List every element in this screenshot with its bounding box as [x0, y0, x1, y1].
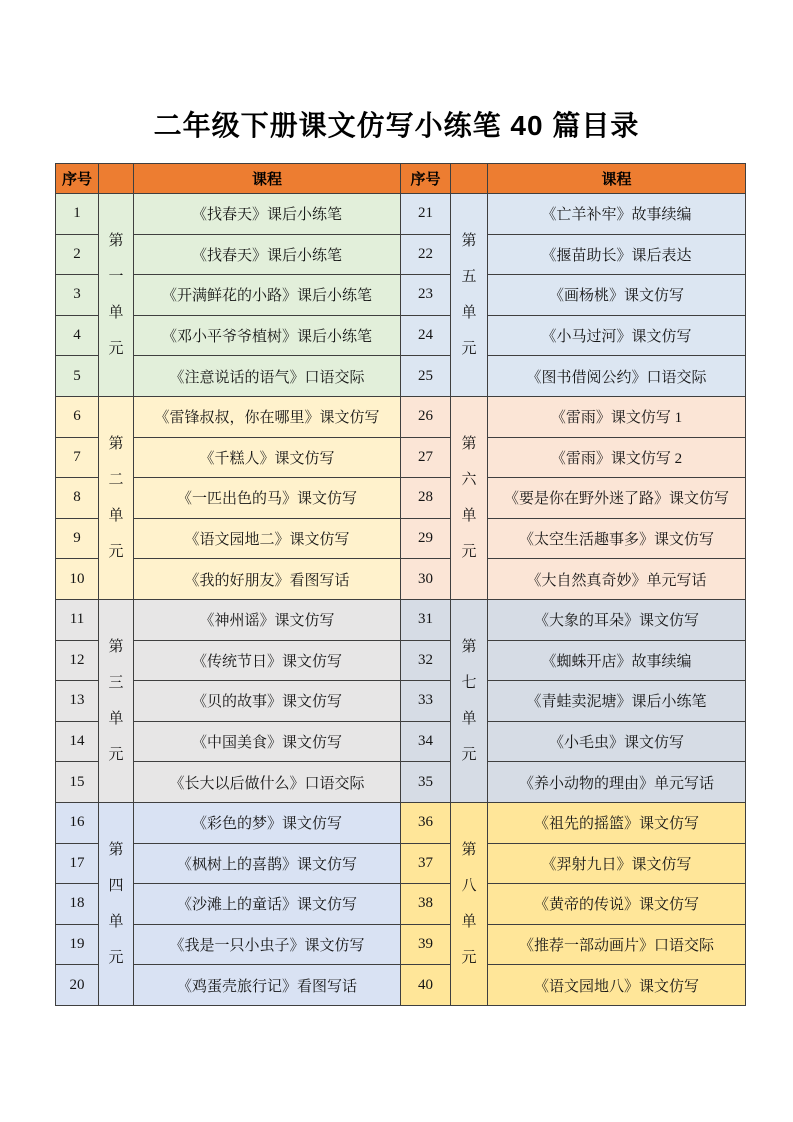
table-row	[56, 396, 746, 437]
course-cell: 《彩色的梦》课文仿写	[134, 802, 401, 843]
unit-cell	[99, 599, 134, 802]
index-cell: 21	[401, 194, 451, 235]
index-cell: 24	[401, 315, 451, 356]
course-cell: 《找春天》课后小练笔	[134, 194, 401, 235]
course-cell: 《开满鲜花的小路》课后小练笔	[134, 275, 401, 316]
index-cell: 25	[401, 356, 451, 397]
toc-table	[55, 163, 746, 1006]
table-row	[56, 315, 746, 356]
course-cell: 《传统节日》课文仿写	[134, 640, 401, 681]
index-cell: 39	[401, 924, 451, 965]
table-row	[56, 275, 746, 316]
course-cell: 《沙滩上的童话》课文仿写	[134, 884, 401, 925]
table-row	[56, 965, 746, 1006]
table-row	[56, 843, 746, 884]
table-row	[56, 924, 746, 965]
index-cell: 4	[56, 315, 99, 356]
header-row	[56, 164, 746, 194]
unit-label: 第六单元	[461, 435, 477, 560]
unit-label: 第三单元	[108, 638, 124, 763]
course-cell: 《我的好朋友》看图写话	[134, 559, 401, 600]
table-row	[56, 234, 746, 275]
index-cell: 17	[56, 843, 99, 884]
course-cell: 《长大以后做什么》口语交际	[134, 762, 401, 803]
table-row	[56, 437, 746, 478]
course-cell: 《千糕人》课文仿写	[134, 437, 401, 478]
course-cell: 《注意说话的语气》口语交际	[134, 356, 401, 397]
table-row	[56, 640, 746, 681]
index-cell: 11	[56, 599, 99, 640]
course-cell: 《青蛙卖泥塘》课后小练笔	[488, 681, 746, 722]
index-cell: 35	[401, 762, 451, 803]
course-cell: 《雷雨》课文仿写 1	[488, 396, 746, 437]
index-cell: 3	[56, 275, 99, 316]
table-row	[56, 356, 746, 397]
course-cell: 《语文园地二》课文仿写	[134, 518, 401, 559]
table-row	[56, 599, 746, 640]
course-cell: 《大象的耳朵》课文仿写	[488, 599, 746, 640]
course-cell: 《雷雨》课文仿写 2	[488, 437, 746, 478]
index-cell: 12	[56, 640, 99, 681]
header-no-left: 序号	[56, 164, 99, 194]
index-cell: 38	[401, 884, 451, 925]
index-cell: 36	[401, 802, 451, 843]
course-cell: 《推荐一部动画片》口语交际	[488, 924, 746, 965]
header-unit-left	[99, 164, 134, 194]
index-cell: 13	[56, 681, 99, 722]
course-cell: 《养小动物的理由》单元写话	[488, 762, 746, 803]
table-row	[56, 802, 746, 843]
index-cell: 26	[401, 396, 451, 437]
index-cell: 14	[56, 721, 99, 762]
course-cell: 《黄帝的传说》课文仿写	[488, 884, 746, 925]
table-row	[56, 478, 746, 519]
unit-cell	[451, 194, 488, 397]
course-cell: 《大自然真奇妙》单元写话	[488, 559, 746, 600]
course-cell: 《贝的故事》课文仿写	[134, 681, 401, 722]
index-cell: 6	[56, 396, 99, 437]
course-cell: 《羿射九日》课文仿写	[488, 843, 746, 884]
index-cell: 18	[56, 884, 99, 925]
header-unit-right	[451, 164, 488, 194]
index-cell: 19	[56, 924, 99, 965]
header-course-left: 课程	[134, 164, 401, 194]
index-cell: 28	[401, 478, 451, 519]
index-cell: 20	[56, 965, 99, 1006]
index-cell: 7	[56, 437, 99, 478]
table-row	[56, 194, 746, 235]
course-cell: 《图书借阅公约》口语交际	[488, 356, 746, 397]
table-row	[56, 559, 746, 600]
index-cell: 2	[56, 234, 99, 275]
course-cell: 《小毛虫》课文仿写	[488, 721, 746, 762]
unit-label: 第四单元	[108, 841, 124, 966]
course-cell: 《画杨桃》课文仿写	[488, 275, 746, 316]
course-cell: 《枫树上的喜鹊》课文仿写	[134, 843, 401, 884]
index-cell: 8	[56, 478, 99, 519]
course-cell: 《雷锋叔叔，你在哪里》课文仿写	[134, 396, 401, 437]
header-course-right: 课程	[488, 164, 746, 194]
header-no-right: 序号	[401, 164, 451, 194]
course-cell: 《蜘蛛开店》故事续编	[488, 640, 746, 681]
course-cell: 《小马过河》课文仿写	[488, 315, 746, 356]
table-row	[56, 762, 746, 803]
unit-label: 第七单元	[461, 638, 477, 763]
unit-label: 第二单元	[108, 435, 124, 560]
index-cell: 40	[401, 965, 451, 1006]
course-cell: 《找春天》课后小练笔	[134, 234, 401, 275]
page-title: 二年级下册课文仿写小练笔 40 篇目录	[153, 110, 640, 141]
unit-cell	[451, 802, 488, 1005]
unit-cell	[451, 396, 488, 599]
table-row	[56, 681, 746, 722]
unit-cell	[451, 599, 488, 802]
course-cell: 《我是一只小虫子》课文仿写	[134, 924, 401, 965]
index-cell: 29	[401, 518, 451, 559]
index-cell: 33	[401, 681, 451, 722]
course-cell: 《一匹出色的马》课文仿写	[134, 478, 401, 519]
index-cell: 9	[56, 518, 99, 559]
unit-label: 第五单元	[461, 232, 477, 357]
table-row	[56, 721, 746, 762]
unit-label: 第八单元	[461, 841, 477, 966]
index-cell: 22	[401, 234, 451, 275]
course-cell: 《要是你在野外迷了路》课文仿写	[488, 478, 746, 519]
index-cell: 34	[401, 721, 451, 762]
index-cell: 32	[401, 640, 451, 681]
index-cell: 16	[56, 802, 99, 843]
index-cell: 23	[401, 275, 451, 316]
index-cell: 15	[56, 762, 99, 803]
course-cell: 《亡羊补牢》故事续编	[488, 194, 746, 235]
course-cell: 《神州谣》课文仿写	[134, 599, 401, 640]
course-cell: 《太空生活趣事多》课文仿写	[488, 518, 746, 559]
table-row	[56, 884, 746, 925]
index-cell: 10	[56, 559, 99, 600]
course-cell: 《中国美食》课文仿写	[134, 721, 401, 762]
course-cell: 《鸡蛋壳旅行记》看图写话	[134, 965, 401, 1006]
index-cell: 1	[56, 194, 99, 235]
course-cell: 《邓小平爷爷植树》课后小练笔	[134, 315, 401, 356]
table-row	[56, 518, 746, 559]
index-cell: 31	[401, 599, 451, 640]
unit-cell	[99, 802, 134, 1005]
index-cell: 27	[401, 437, 451, 478]
course-cell: 《揠苗助长》课后表达	[488, 234, 746, 275]
table-body	[56, 194, 746, 1006]
unit-label: 第一单元	[108, 232, 124, 357]
unit-cell	[99, 396, 134, 599]
index-cell: 37	[401, 843, 451, 884]
course-cell: 《祖先的摇篮》课文仿写	[488, 802, 746, 843]
index-cell: 30	[401, 559, 451, 600]
unit-cell	[99, 194, 134, 397]
course-cell: 《语文园地八》课文仿写	[488, 965, 746, 1006]
index-cell: 5	[56, 356, 99, 397]
